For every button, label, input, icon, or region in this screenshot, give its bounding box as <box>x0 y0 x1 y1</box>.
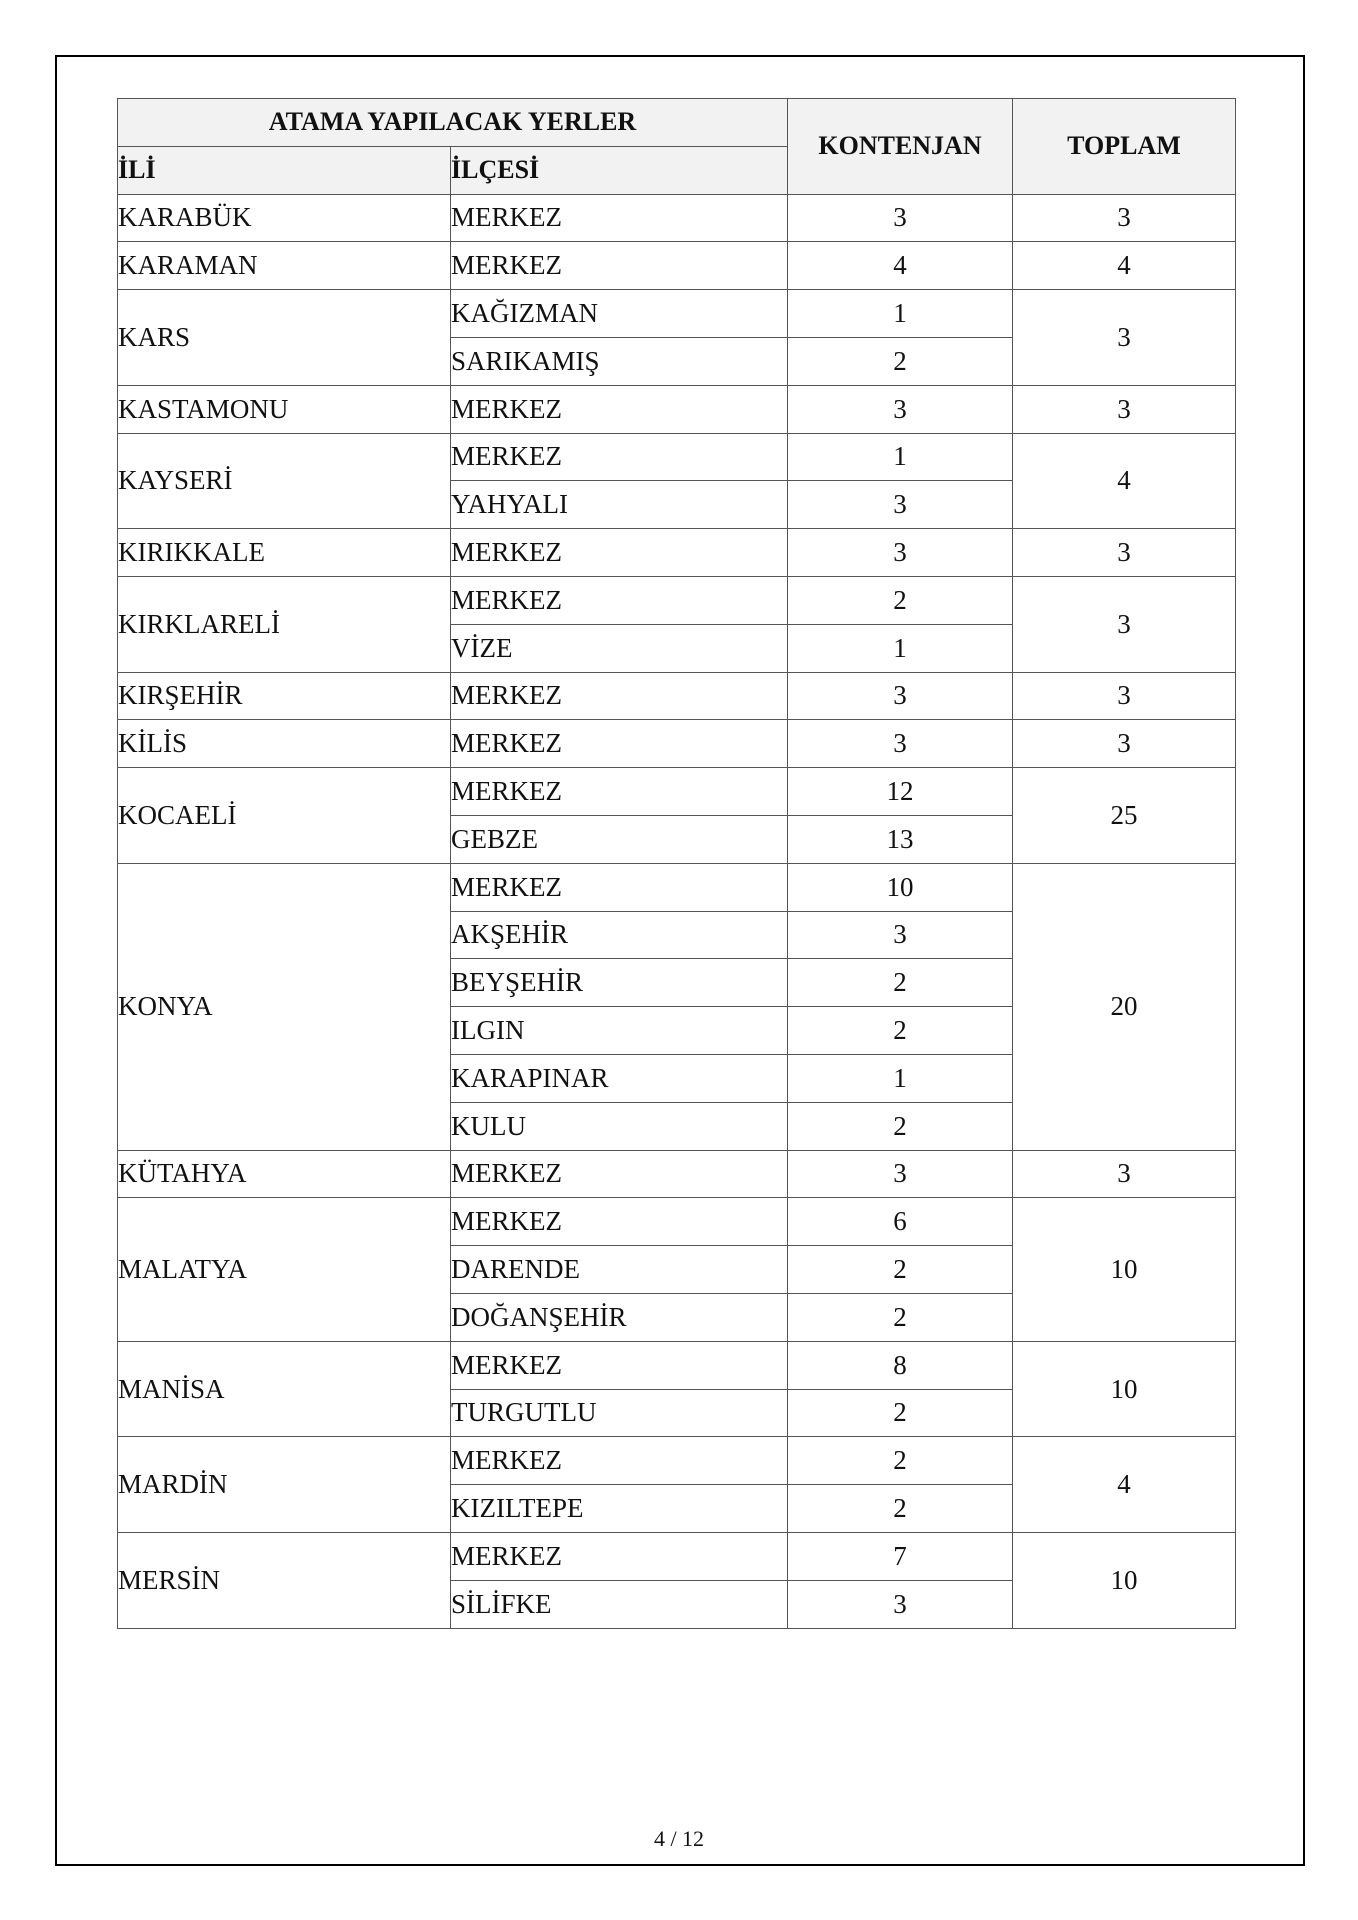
cell-kontenjan: 2 <box>788 1437 1013 1485</box>
cell-toplam: 20 <box>1013 863 1236 1150</box>
table-row <box>118 672 1236 720</box>
table-header <box>118 99 1236 195</box>
cell-ilce: SARIKAMIŞ <box>451 337 788 385</box>
cell-toplam: 25 <box>1013 768 1236 864</box>
cell-kontenjan: 6 <box>788 1198 1013 1246</box>
cell-toplam: 10 <box>1013 1198 1236 1341</box>
cell-kontenjan: 8 <box>788 1341 1013 1389</box>
cell-ilce: VİZE <box>451 624 788 672</box>
table-row <box>118 242 1236 290</box>
cell-kontenjan: 3 <box>788 1580 1013 1628</box>
table-body <box>118 194 1236 1628</box>
cell-ilce: BEYŞEHİR <box>451 959 788 1007</box>
cell-ilce: DARENDE <box>451 1246 788 1294</box>
cell-ilce: MERKEZ <box>451 768 788 816</box>
cell-il: KARS <box>118 290 451 386</box>
cell-toplam: 3 <box>1013 290 1236 386</box>
cell-ilce: MERKEZ <box>451 1341 788 1389</box>
cell-toplam: 3 <box>1013 385 1236 433</box>
cell-toplam: 10 <box>1013 1532 1236 1628</box>
cell-toplam: 4 <box>1013 433 1236 529</box>
cell-kontenjan: 1 <box>788 433 1013 481</box>
cell-kontenjan: 2 <box>788 1485 1013 1533</box>
cell-ilce: MERKEZ <box>451 529 788 577</box>
cell-il: KIRIKKALE <box>118 529 451 577</box>
cell-ilce: DOĞANŞEHİR <box>451 1293 788 1341</box>
cell-kontenjan: 4 <box>788 242 1013 290</box>
table-row <box>118 768 1236 816</box>
cell-ilce: MERKEZ <box>451 1437 788 1485</box>
page-number: 4 / 12 <box>653 1826 705 1851</box>
table-row <box>118 1150 1236 1198</box>
cell-il: MARDİN <box>118 1437 451 1533</box>
cell-ilce: ILGIN <box>451 1007 788 1055</box>
cell-toplam: 3 <box>1013 672 1236 720</box>
cell-toplam: 3 <box>1013 194 1236 242</box>
cell-kontenjan: 1 <box>788 624 1013 672</box>
quota-table <box>117 98 1236 1629</box>
cell-ilce: MERKEZ <box>451 576 788 624</box>
table-row <box>118 576 1236 624</box>
table-row <box>118 1437 1236 1485</box>
cell-ilce: SİLİFKE <box>451 1580 788 1628</box>
header-kontenjan: KONTENJAN <box>788 99 1013 195</box>
cell-toplam: 4 <box>1013 1437 1236 1533</box>
cell-kontenjan: 3 <box>788 911 1013 959</box>
cell-il: KİLİS <box>118 720 451 768</box>
cell-kontenjan: 3 <box>788 529 1013 577</box>
cell-ilce: KULU <box>451 1102 788 1150</box>
cell-kontenjan: 2 <box>788 337 1013 385</box>
cell-kontenjan: 3 <box>788 1150 1013 1198</box>
cell-ilce: YAHYALI <box>451 481 788 529</box>
cell-il: MALATYA <box>118 1198 451 1341</box>
cell-ilce: MERKEZ <box>451 1150 788 1198</box>
cell-kontenjan: 2 <box>788 959 1013 1007</box>
table-row <box>118 290 1236 338</box>
cell-il: KOCAELİ <box>118 768 451 864</box>
cell-kontenjan: 2 <box>788 1293 1013 1341</box>
table-row <box>118 1341 1236 1389</box>
header-ili: İLİ <box>118 146 451 194</box>
cell-toplam: 10 <box>1013 1341 1236 1437</box>
table-row <box>118 385 1236 433</box>
cell-il: KIRKLARELİ <box>118 576 451 672</box>
cell-kontenjan: 2 <box>788 1102 1013 1150</box>
cell-ilce: MERKEZ <box>451 1198 788 1246</box>
cell-kontenjan: 3 <box>788 672 1013 720</box>
cell-kontenjan: 7 <box>788 1532 1013 1580</box>
cell-ilce: MERKEZ <box>451 385 788 433</box>
header-atama-yapilacak-yerler: ATAMA YAPILACAK YERLER <box>118 99 788 147</box>
header-toplam: TOPLAM <box>1013 99 1236 195</box>
table-row <box>118 720 1236 768</box>
cell-il: KASTAMONU <box>118 385 451 433</box>
table-row <box>118 1198 1236 1246</box>
cell-ilce: MERKEZ <box>451 242 788 290</box>
cell-kontenjan: 2 <box>788 1389 1013 1437</box>
cell-ilce: MERKEZ <box>451 433 788 481</box>
cell-ilce: MERKEZ <box>451 194 788 242</box>
cell-kontenjan: 2 <box>788 1007 1013 1055</box>
cell-ilce: GEBZE <box>451 815 788 863</box>
cell-il: KÜTAHYA <box>118 1150 451 1198</box>
cell-ilce: KARAPINAR <box>451 1054 788 1102</box>
cell-il: KARAMAN <box>118 242 451 290</box>
table-row <box>118 194 1236 242</box>
cell-kontenjan: 3 <box>788 481 1013 529</box>
cell-ilce: KAĞIZMAN <box>451 290 788 338</box>
cell-toplam: 4 <box>1013 242 1236 290</box>
cell-il: KARABÜK <box>118 194 451 242</box>
cell-kontenjan: 12 <box>788 768 1013 816</box>
header-ilcesi: İLÇESİ <box>451 146 788 194</box>
cell-il: KIRŞEHİR <box>118 672 451 720</box>
cell-ilce: MERKEZ <box>451 720 788 768</box>
cell-ilce: MERKEZ <box>451 863 788 911</box>
cell-toplam: 3 <box>1013 1150 1236 1198</box>
cell-toplam: 3 <box>1013 529 1236 577</box>
cell-kontenjan: 10 <box>788 863 1013 911</box>
cell-kontenjan: 1 <box>788 290 1013 338</box>
cell-kontenjan: 3 <box>788 385 1013 433</box>
cell-ilce: TURGUTLU <box>451 1389 788 1437</box>
cell-kontenjan: 1 <box>788 1054 1013 1102</box>
table-row <box>118 863 1236 911</box>
cell-toplam: 3 <box>1013 720 1236 768</box>
table-row <box>118 529 1236 577</box>
cell-kontenjan: 2 <box>788 1246 1013 1294</box>
table-row <box>118 1532 1236 1580</box>
cell-il: MANİSA <box>118 1341 451 1437</box>
cell-toplam: 3 <box>1013 576 1236 672</box>
cell-il: MERSİN <box>118 1532 451 1628</box>
cell-ilce: MERKEZ <box>451 672 788 720</box>
cell-kontenjan: 3 <box>788 194 1013 242</box>
cell-ilce: KIZILTEPE <box>451 1485 788 1533</box>
cell-il: KAYSERİ <box>118 433 451 529</box>
cell-kontenjan: 13 <box>788 815 1013 863</box>
cell-ilce: MERKEZ <box>451 1532 788 1580</box>
cell-kontenjan: 2 <box>788 576 1013 624</box>
cell-il: KONYA <box>118 863 451 1150</box>
table-row <box>118 433 1236 481</box>
cell-kontenjan: 3 <box>788 720 1013 768</box>
cell-ilce: AKŞEHİR <box>451 911 788 959</box>
